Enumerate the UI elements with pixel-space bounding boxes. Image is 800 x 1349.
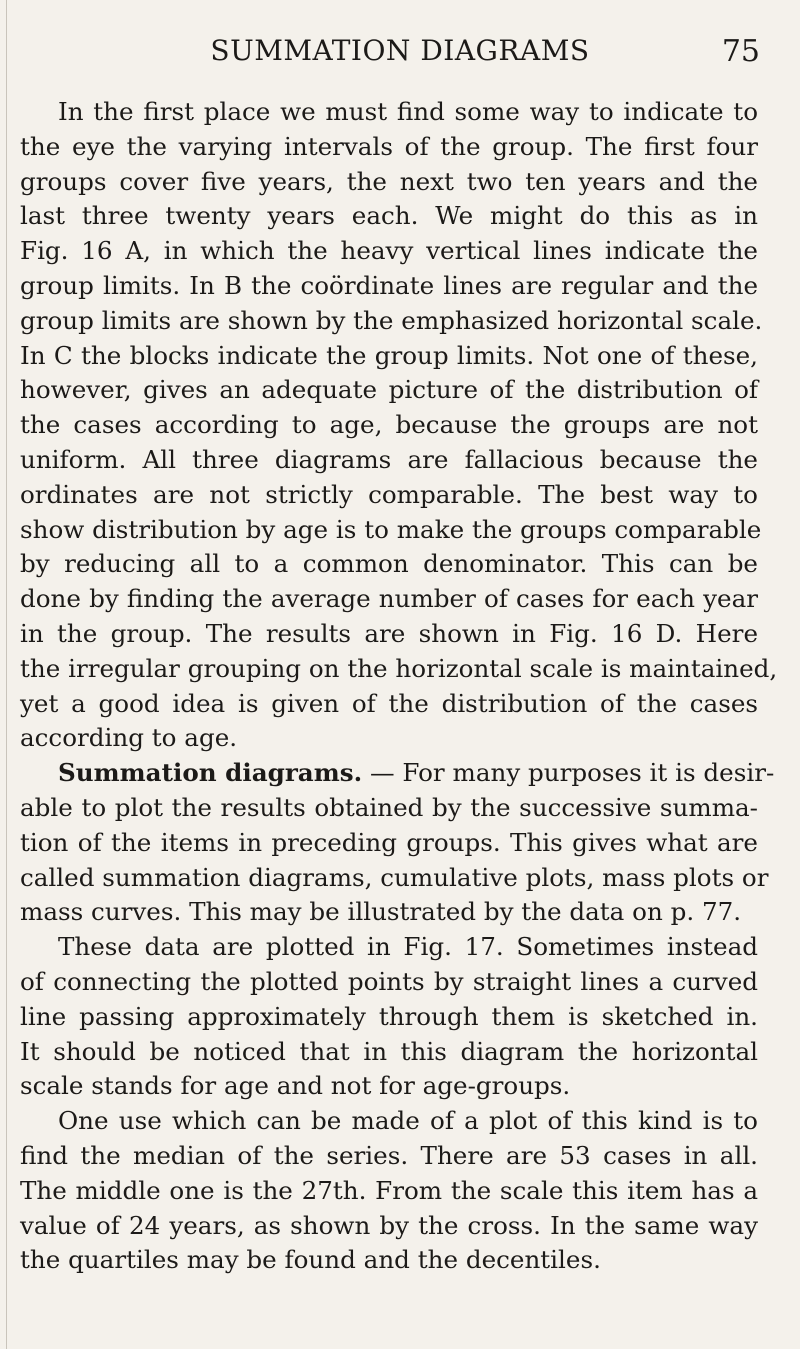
text-line: the quartiles may be found and the decentiles.	[20, 1245, 601, 1275]
text-line: the cases according to age, because the groups are not	[20, 410, 758, 440]
text-line	[20, 756, 775, 791]
text-line: One use which can be made of a plot of this kind is to	[58, 1106, 758, 1136]
text-line: ordinates are not strictly comparable. The best way to	[20, 479, 758, 509]
text-line: groups cover five years, the next two ten years and the	[20, 166, 758, 196]
text-line: called summation diagrams, cumulative plots, mass plots or	[20, 862, 769, 892]
text-line: In the first place we must find some way to indicate to	[58, 97, 758, 126]
text-line: the irregular grouping on the horizontal scale is maintained,	[20, 653, 778, 683]
text-line: show distribution by age is to make the groups comparable	[20, 514, 762, 544]
text-line: These data are plotted in Fig. 17. Sometimes instead	[58, 932, 758, 962]
text-line: done by finding the average number of cases for each year	[20, 584, 758, 614]
body-text	[20, 95, 778, 1278]
text-line: however, gives an adequate picture of the distribution of	[20, 375, 758, 405]
text-line: mass curves. This may be illustrated by the data on p. 77.	[20, 897, 742, 927]
text-line: find the median of the series. There are 53 cases in all.	[20, 1140, 758, 1170]
text-line: in the group. The results are shown in Fig. 16 D. Here	[20, 618, 758, 648]
text-line: according to age.	[20, 723, 238, 753]
text-line: group limits are shown by the emphasized horizontal scale.	[20, 305, 763, 335]
text-line: In C the blocks indicate the group limits. Not one of these,	[20, 340, 758, 370]
paragraph	[20, 756, 775, 930]
paragraph	[20, 95, 778, 756]
binding-edge	[6, 0, 7, 1349]
text-line: scale stands for age and not for age-groups.	[20, 1071, 571, 1101]
text-line: the eye the varying intervals of the group. The first four	[20, 131, 758, 161]
text-line: It should be noticed that in this diagram the horizontal	[20, 1036, 758, 1066]
text-line: value of 24 years, as shown by the cross. In the same way	[20, 1210, 758, 1240]
text-run: — For many purposes it is desir-	[362, 758, 775, 788]
section-heading: Summation diagrams.	[58, 758, 363, 788]
text-line: by reducing all to a common denominator. This can be	[20, 549, 758, 579]
running-header	[0, 34, 800, 74]
text-line: The middle one is the 27th. From the scale this item has a	[20, 1175, 758, 1205]
text-line: Fig. 16 A, in which the heavy vertical lines indicate the	[20, 236, 758, 266]
text-line: line passing approximately through them is sketched in.	[20, 1001, 758, 1031]
text-line: yet a good idea is given of the distribution of the cases	[20, 688, 758, 718]
text-line: last three twenty years each. We might do this as in	[20, 201, 758, 231]
text-line: of connecting the plotted points by straight lines a curved	[20, 966, 758, 996]
text-line: uniform. All three diagrams are fallacious because the	[20, 444, 758, 474]
paragraph	[20, 1104, 758, 1278]
running-title: SUMMATION DIAGRAMS	[210, 34, 590, 67]
text-line: tion of the items in preceding groups. This gives what are	[20, 827, 758, 857]
page-number: 75	[721, 34, 760, 69]
text-line: able to plot the results obtained by the successive summa-	[20, 792, 758, 822]
text-line: group limits. In B the coördinate lines are regular and the	[20, 270, 758, 300]
paragraph	[20, 930, 758, 1104]
